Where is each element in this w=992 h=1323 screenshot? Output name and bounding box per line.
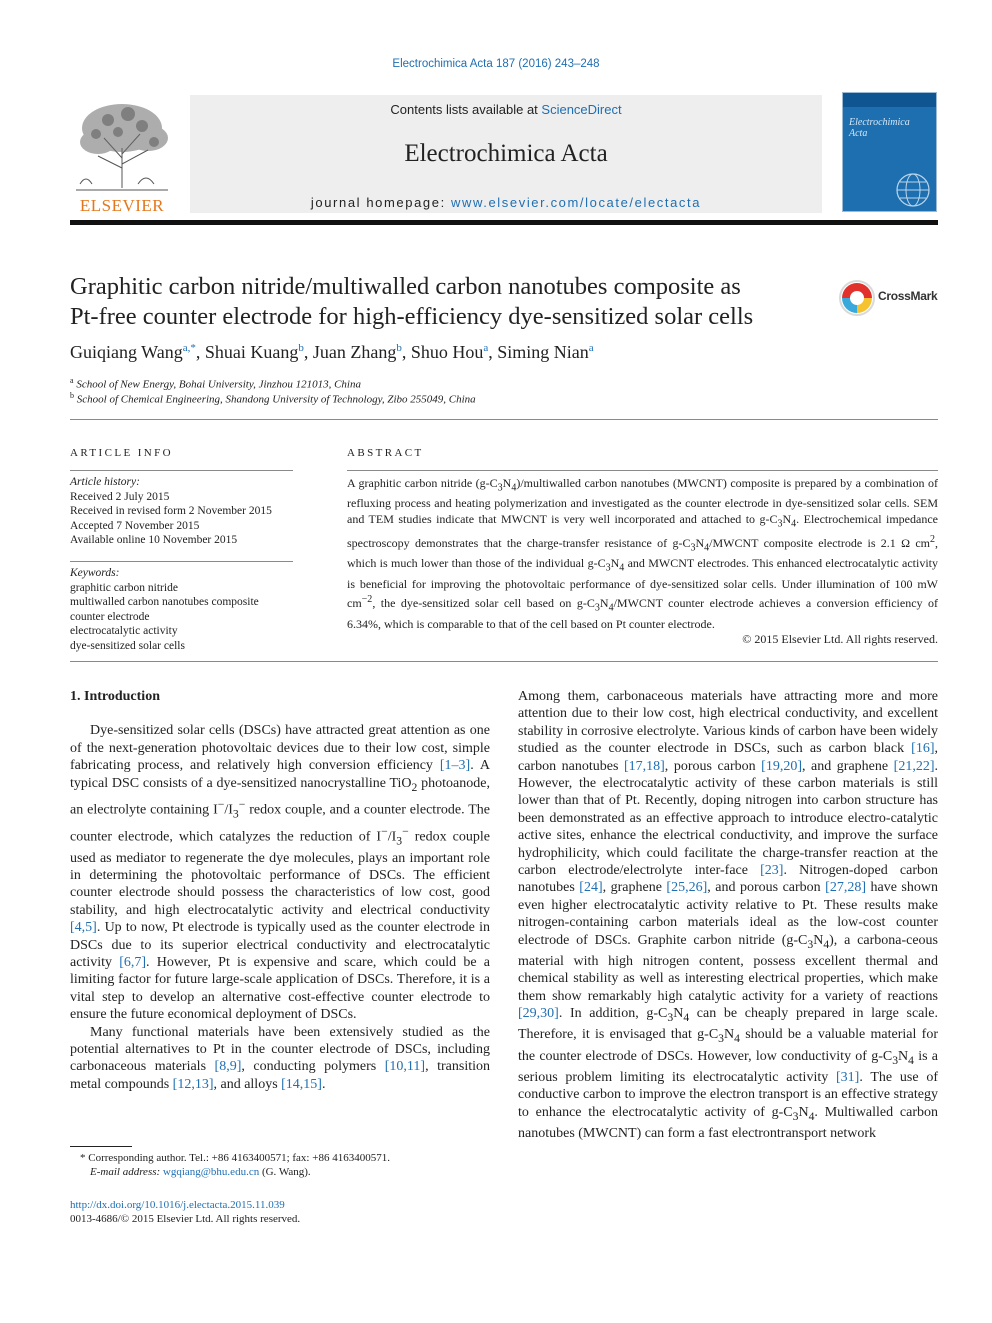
intro-heading: 1. Introduction [70,689,160,704]
intro-paragraph-2-continued: Among them, carbonaceous materials have attracting more and more attention due to their low cost, high electrical conductivity, and excellent stability in corrosive electrolyte. Various kinds of carbon have been widely studied as the counter electrode in DSCs, such as carbon black [16], carbon nanotubes [17,18], porous carbon [19,20], and graphene [21,22]. However, the electrocatalytic activity of these carbon materials is still lower than that of Pt. Recently, doping nitrogen into carbon structure has been demonstrated as an effective approach to introduce electro-catalytic active sites, enhance the electrical conductivity, and improve the surface hydrophilicity, which could facilitate the charge-transfer reaction at the carbon electrode/electrolyte inter-face [23]. Nitrogen-doped carbon nanotubes [24], graphene [25,26], and porous carbon [27,28] have shown even higher electrocatalytic activity relative to Pt. These results make nitrogen-containing carbon materials ideal as the low-cost counter electrode of DSCs. Graphite carbon nitride $(g-C_3N_4)$, a carbona-ceous material with high nitrogen content, possess excellent thermal and chemical stability as well as interesting electrical properties, which make them show remarkably high catalytic activity for a variety of reactions [29,30]. In addition, $g-C_3N_4$ can be cheaply prepared in large scale. Therefore, it is envisaged that $g-C_3N_4$ should be a valuable material for the counter electrode of DSCs. However, low conductivity of $g-C_3N_4$ is a serious problem limiting its electrocatalytic activity [31]. The use of conductive carbon to improve the electron transport is an effective strategy to enhance the electrocatalytic activity of $g-C_3N_4$. Multiwalled carbon nanotubes (MWCNT) can form a fast electrontransport network [518,689,939,1141]
contents-line [190,102,822,117]
doi-block [70,1198,490,1226]
abstract-copyright: © 2015 Elsevier Ltd. All rights reserved. [742,632,938,647]
citation-link[interactable]: [19,20] [761,758,802,774]
journal-cover-thumbnail[interactable] [842,92,937,212]
article-title [70,272,830,332]
affiliation-marker: b [70,391,74,400]
cover-globe-icon [891,171,935,209]
elsevier-logo [68,98,176,216]
homepage-prefix: journal homepage: [310,195,452,210]
footnote-rule [70,1146,132,1147]
header-rule [70,220,938,225]
history-item: Received in revised form 2 November 2015 [70,505,272,517]
journal-name: Electrochimica Acta [404,140,608,167]
history-item: Accepted 7 November 2015 [70,519,200,532]
author-name[interactable]: Guiqiang Wang [70,342,183,362]
homepage-link[interactable]: www.elsevier.com/locate/electacta [451,195,702,210]
keyword-item: dye-sensitized solar cells [70,639,185,652]
affiliation-b [70,391,870,406]
email-label: E-mail address: [90,1166,163,1178]
author-affil-marker[interactable]: a,* [182,342,196,354]
email-link[interactable]: wgqiang@bhu.edu.cn [162,1166,260,1178]
abstract-text: A graphitic carbon nitride $(g-C_3N_4)$/multiwalled carbon nanotubes (MWCNT) composite is prepared by a combination of refluxing process and heating polymerization and investigated as the counter electrode in dye-sensitized solar cells. SEM and TEM studies indicate that MWCNT is very well incorporated and attached to $g-C_3N_4$. Electrochemical impedance spectroscopy demonstrates that the charge-transfer resistance of $g-C_3N_4$/MWCNT composite electrode is 2.1 Ω $cm^2$, which is much lower than those of the individual $g-C_3N_4$ and MWCNT electrodes. This enhanced electrocatalytic activity is beneficial for improving the photovoltaic performance of dye-sensitized solar cells. Under illumination of 100 mW $cm^{-2}$, the dye-sensitized solar cell based on $g-C_3N_4$/MWCNT counter electrode achieves a conversion efficiency of 6.34%, which is comparable to that of the cell based on Pt counter electrode. © 2015 Elsevier Ltd. All rights reserved. [347,476,939,647]
cover-title: Electrochimica Acta [849,117,910,139]
citation-link[interactable]: [24] [579,880,603,896]
keyword-item: graphitic carbon nitride [70,581,178,594]
author-affil-marker[interactable]: a [483,342,489,354]
cover-top-strip [843,93,937,107]
elsevier-tree-icon [68,98,176,194]
title-line-2: Pt-free counter electrode for high-efficiency dye-sensitized solar cells [70,303,754,330]
author-name[interactable]: Shuai Kuang [204,342,299,362]
citation-link[interactable]: [21,22] [893,758,935,774]
abstract-rule [347,470,938,471]
keywords-block [70,566,295,653]
crossmark-badge[interactable] [838,278,938,318]
author-affil-marker[interactable]: b [298,342,304,354]
crossmark-icon [838,278,876,318]
keyword-item: electrocatalytic activity [70,625,178,637]
author-name[interactable]: Shuo Hou [410,342,484,362]
author-separator: , [195,342,205,362]
elsevier-wordmark: ELSEVIER [79,196,165,215]
keywords-rule [70,561,293,562]
issn-line: 0013-4686/© 2015 Elsevier Ltd. All rights reserved. [70,1213,301,1225]
sciencedirect-link[interactable]: ScienceDirect [541,102,622,117]
affiliation-marker: a [70,376,74,385]
article-history [70,475,295,548]
citation-link[interactable]: [27,28] [825,880,866,896]
body-right-column [518,688,938,1142]
article-info-rule [70,470,293,471]
journal-reference-link[interactable]: Electrochimica Acta 187 (2016) 243–248 [392,58,600,70]
citation-link[interactable]: [16] [911,741,935,757]
affiliation-a [70,376,870,391]
author-separator: , [488,342,498,362]
crossmark-label: CrossMark [878,289,938,303]
keywords-label: Keywords: [70,567,120,579]
citation-link[interactable]: [8,9] [214,1059,242,1075]
keyword-item: multiwalled carbon nanotubes composite [70,596,259,608]
citation-link[interactable]: [17,18] [623,758,665,774]
homepage-line [190,195,822,210]
history-item: Received 2 July 2015 [70,490,170,503]
citation-link[interactable]: [4,5] [70,920,97,936]
author-name[interactable]: Juan Zhang [312,342,397,362]
author-affil-marker[interactable]: b [396,342,402,354]
article-info-heading: ARTICLE INFO [70,447,173,459]
keyword-item: counter electrode [70,610,150,623]
author-name[interactable]: Siming Nian [497,342,589,362]
author-separator: , [401,342,411,362]
citation-link[interactable]: [6,7] [119,954,147,970]
citation-link[interactable]: [12,13] [172,1076,214,1092]
intro-paragraph-1: Dye-sensitized solar cells (DSCs) have attracted great attention as one of the next-generation photovoltaic devices due to their low cost, simple fabricating process, and relatively high conversion efficiency [1–3]. A typical DSC consists of a dye-sensitized nanocrystalline TiO$_2$ photoanode, an electrolyte containing $I^-/I_3^-$ redox couple, and a counter electrode. The counter electrode, which catalyzes the reduction of $I^-/I_3^-$ redox couple used as mediator to regenerate the dye molecules, plays an important role in determining the photovoltaic performance of DSCs. The efficient counter electrode should possess the characteristics of low cost, good stability, and high electrocatalytic activity and electrical conductivity [4,5]. Up to now, Pt electrode is typically used as the counter electrode in DSCs due to its superior electrical conductivity and electrocatalytic activity [6,7]. However, Pt is expensive and scare, which could be a limiting factor for future large-scale application of DSCs. Therefore, it is a vital step to develop an alternative cost-effective counter electrode to ensure the future economical deployment of DSCs. [70,723,490,1023]
abstract-bottom-rule [70,661,938,662]
email-note [70,1165,490,1179]
citation-link[interactable]: [23] [760,863,784,879]
citation-link[interactable]: [1–3] [439,758,471,774]
doi-link[interactable]: http://dx.doi.org/10.1016/j.electacta.2015.11.039 [70,1199,285,1211]
author-affil-marker[interactable]: a [588,342,594,354]
footnotes [70,1151,490,1179]
title-line-1: Graphitic carbon nitride/multiwalled carbon nanotubes composite as [70,273,741,300]
email-suffix: (G. Wang). [259,1166,311,1178]
citation-link[interactable]: [29,30] [518,1006,559,1022]
citation-link[interactable]: [14,15] [281,1076,322,1092]
affiliation-rule [70,419,938,420]
citation-link[interactable]: [25,26] [666,880,708,896]
citation-link[interactable]: [10,11] [384,1059,426,1075]
abstract-heading: ABSTRACT [347,447,424,459]
body-left-column [70,688,490,1093]
history-label: Article history: [70,476,140,488]
corresponding-author-text: Corresponding author. Tel.: +86 4163400571; fax: +86 4163400571. [88,1152,390,1164]
author-list [70,342,890,363]
history-item: Available online 10 November 2015 [70,534,238,546]
author-separator: , [303,342,313,362]
citation-link[interactable]: [31] [836,1069,860,1085]
contents-prefix: Contents lists available at [390,102,542,117]
affiliation-text: School of Chemical Engineering, Shandong University of Technology, Zibo 255049, China [76,393,476,406]
corresponding-author-note: * Corresponding author. Tel.: +86 4163400571; fax: +86 4163400571. [80,1152,390,1164]
intro-paragraph-2: Many functional materials have been extensively studied as the potential alternatives to Pt in the counter electrode of DSCs, including carbonaceous materials [8,9], conducting polymers [10,11], transition metal compounds [12,13], and alloys [14,15]. [70,1024,490,1092]
affiliation-text: School of New Energy, Bohai University, Jinzhou 121013, China [76,378,361,391]
